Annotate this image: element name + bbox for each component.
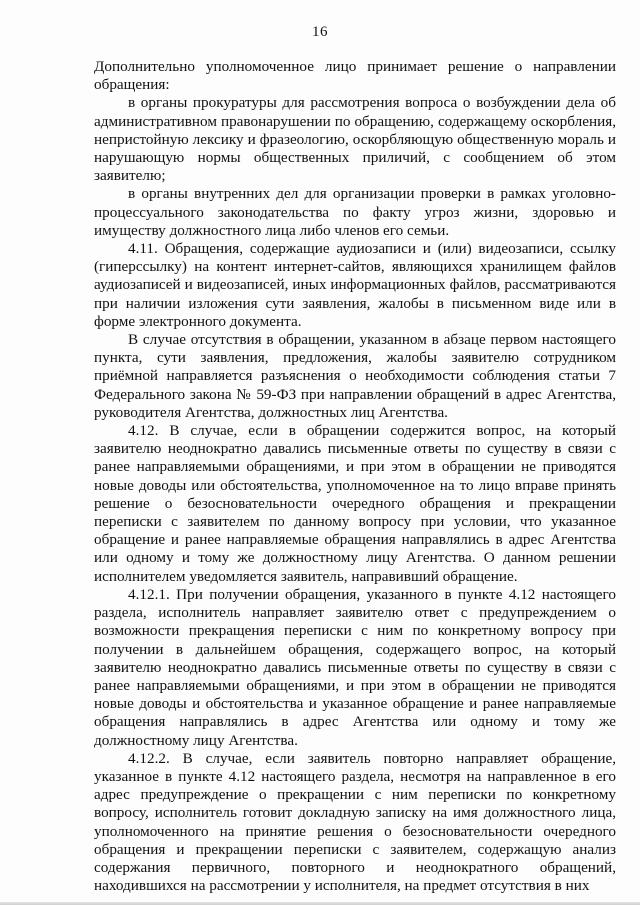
paragraph-police: в органы внутренних дел для организации проверки в рамках уголовно-процессуального законодательства по факту угроз жизни, здоровью и имуществу должностного лица либо членов его семьи. (94, 185, 616, 239)
paragraph-prosecutor: в органы прокуратуры для рассмотрения вопроса о возбуждении дела об административном правонарушении по обращению, содержащему оскорбления, непристойную лексику и фразеологию, оскорбляющую общественную мораль и нарушающую нормы общественных приличий, с сообщением об этом заявителю; (94, 94, 616, 185)
paragraph-4-12: 4.12. В случае, если в обращении содержится вопрос, на который заявителю неоднократно давались письменные ответы по существу в связи с ранее направляемыми обращениями, и при этом в обращении не приводятся новые доводы или обстоятельства, уполномоченное на то лицо вправе принять решение о безосновательности очередного обращения и прекращении переписки с заявителем по данному вопросу при условии, что указанное обращение и ранее направляемые обращения направлялись в адрес Агентства или одному и тому же должностному лицу Агентства. О данном решении исполнителем уведомляется заявитель, направивший обращение. (94, 422, 616, 585)
paragraph-intro: Дополнительно уполномоченное лицо принимает решение о направлении обращения: (94, 58, 616, 94)
paragraph-4-12-1: 4.12.1. При получении обращения, указанного в пункте 4.12 настоящего раздела, исполнитель направляет заявителю ответ с предупреждением о возможности прекращения переписки с ним по конкретному вопросу при получении в дальнейшем обращения, содержащего вопрос, на который заявителю неоднократно давались письменные ответы по существу в связи с ранее направляемыми обращениями, и при этом в обращении не приводятся новые доводы и обстоятельства и указанное обращение и ранее направляемые обращения направлялись в адрес Агентства или одному и тому же должностному лицу Агентства. (94, 585, 616, 749)
document-body (94, 58, 616, 895)
page-number: 16 (312, 24, 328, 40)
paragraph-4-12-2: 4.12.2. В случае, если заявитель повторно направляет обращение, указанное в пункте 4.12 настоящего раздела, несмотря на направленное в его адрес предупреждение о прекращении с ним переписки по конкретному вопросу, исполнитель готовит докладную записку на имя должностного лица, уполномоченного на принятие решения о безосновательности очередного обращения и прекращении переписки с заявителем, содержащую анализ содержания первичного, повторного и неоднократного обращений, находившихся на рассмотрении у исполнителя, на предмет отсутствия в них (94, 749, 616, 895)
paragraph-4-11-absence: В случае отсутствия в обращении, указанном в абзаце первом настоящего пункта, сути заявления, предложения, жалобы заявителю сотрудником приёмной направляется разъяснения о необходимости соблюдения статьи 7 Федерального закона № 59-ФЗ при направлении обращений в адрес Агентства, руководителя Агентства, должностных лиц Агентства. (94, 331, 616, 421)
paragraph-4-11: 4.11. Обращения, содержащие аудиозаписи и (или) видеозаписи, ссылку (гиперссылку) на контент интернет-сайтов, являющихся хранилищем файлов аудиозаписей и видеозаписей, иных информационных файлов, рассматриваются при наличии изложения сути заявления, жалобы в письменном виде или в форме электронного документа. (94, 240, 616, 330)
